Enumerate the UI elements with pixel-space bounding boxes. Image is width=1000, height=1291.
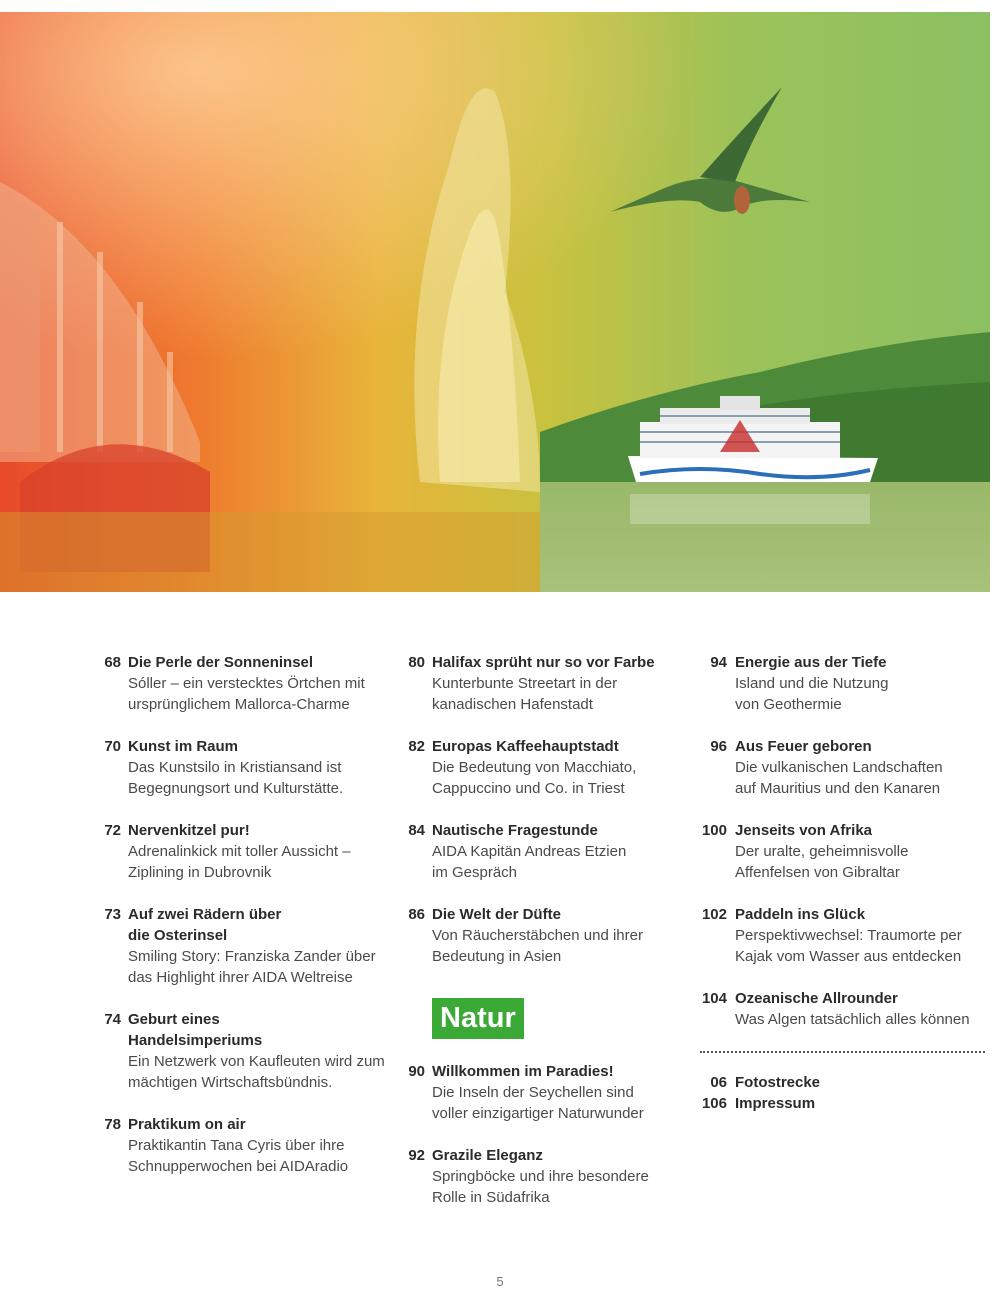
- page-number: 100: [701, 822, 727, 839]
- entry-title: Paddeln ins Glück: [735, 906, 866, 923]
- page-number: 92: [408, 1147, 425, 1164]
- dotted-divider: [700, 1051, 985, 1053]
- toc-entry[interactable]: [700, 904, 990, 967]
- toc-entry[interactable]: [93, 904, 393, 988]
- page-number: 96: [710, 738, 727, 755]
- entry-description: Sóller – ein verstecktes Örtchen mit ursprünglichem Mallorca-Charme: [128, 675, 365, 713]
- entry-description: Die vulkanischen Landschaften auf Mauritius und den Kanaren: [735, 759, 943, 797]
- entry-title: Praktikum on air: [128, 1116, 246, 1133]
- entry-description: Der uralte, geheimnisvolle Affenfelsen von Gibraltar: [735, 843, 909, 881]
- page-number: 74: [104, 1011, 121, 1028]
- entry-description: Von Räucherstäbchen und ihrer Bedeutung in Asien: [432, 927, 643, 965]
- toc-entry[interactable]: [397, 904, 697, 967]
- entry-title: Halifax sprüht nur so vor Farbe: [432, 654, 655, 671]
- entry-title: Willkommen im Paradies!: [432, 1063, 614, 1080]
- entry-title: Grazile Eleganz: [432, 1147, 543, 1164]
- page-number: 104: [701, 990, 727, 1007]
- page-number: 90: [408, 1063, 425, 1080]
- toc-entry[interactable]: [700, 988, 990, 1030]
- entry-title: Nervenkitzel pur!: [128, 822, 250, 839]
- entry-title: Kunst im Raum: [128, 738, 239, 755]
- entry-description: Smiling Story: Franziska Zander über das Highlight ihrer AIDA Weltreise: [128, 948, 376, 986]
- entry-description: Das Kunstsilo in Kristiansand ist Begegnungsort und Kulturstätte.: [128, 759, 344, 797]
- page-number: 78: [104, 1116, 121, 1133]
- page-number: 72: [104, 822, 121, 839]
- entry-title: Die Welt der Düfte: [432, 906, 561, 923]
- entry-title: Auf zwei Rädern über die Osterinsel: [128, 906, 282, 944]
- entry-title: Die Perle der Sonneninsel: [128, 654, 314, 671]
- entry-title: Jenseits von Afrika: [735, 822, 872, 839]
- page-number: 06: [710, 1074, 727, 1091]
- entry-title: Fotostrecke: [735, 1074, 821, 1091]
- toc-entry[interactable]: [397, 736, 697, 799]
- page-number: 70: [104, 738, 121, 755]
- toc-entry[interactable]: [93, 652, 393, 715]
- page-number: 106: [701, 1095, 727, 1112]
- toc-entry[interactable]: [700, 1093, 990, 1114]
- entry-description: Die Inseln der Seychellen sind voller einzigartiger Naturwunder: [432, 1084, 644, 1122]
- toc-entry[interactable]: [700, 1072, 990, 1093]
- page-number: 80: [408, 654, 425, 671]
- toc-entry[interactable]: [93, 736, 393, 799]
- entry-description: Die Bedeutung von Macchiato, Cappuccino und Co. in Triest: [432, 759, 637, 797]
- toc-entry[interactable]: [700, 652, 990, 715]
- page-number: 73: [104, 906, 121, 923]
- entry-description: Praktikantin Tana Cyris über ihre Schnupperwochen bei AIDAradio: [128, 1137, 349, 1175]
- page-number: 86: [408, 906, 425, 923]
- entry-description: Kunterbunte Streetart in der kanadischen Hafenstadt: [432, 675, 618, 713]
- page-number: 82: [408, 738, 425, 755]
- entry-description: Ein Netzwerk von Kaufleuten wird zum mächtigen Wirtschaftsbündnis.: [128, 1053, 385, 1091]
- toc-entry[interactable]: [397, 652, 697, 715]
- entry-description: Was Algen tatsächlich alles können: [735, 1011, 970, 1028]
- toc-entry[interactable]: [93, 1114, 393, 1177]
- entry-title: Geburt eines Handelsimperiums: [128, 1011, 263, 1049]
- entry-description: Springböcke und ihre besondere Rolle in Südafrika: [432, 1168, 649, 1206]
- entry-title: Impressum: [735, 1095, 816, 1112]
- toc-entry[interactable]: [700, 820, 990, 883]
- page-number: 94: [710, 654, 727, 671]
- entry-description: Island und die Nutzung von Geothermie: [735, 675, 889, 713]
- toc-entry[interactable]: [700, 736, 990, 799]
- section-label-natur: Natur: [432, 998, 524, 1039]
- toc-entry[interactable]: [93, 1009, 393, 1093]
- hero-collage-image: [0, 12, 990, 592]
- toc-entry[interactable]: [397, 1145, 697, 1208]
- entry-description: Perspektivwechsel: Traumorte per Kajak vom Wasser aus entdecken: [735, 927, 962, 965]
- entry-title: Energie aus der Tiefe: [735, 654, 887, 671]
- entry-title: Ozeanische Allrounder: [735, 990, 898, 1007]
- page-number: 84: [408, 822, 425, 839]
- entry-title: Nautische Fragestunde: [432, 822, 598, 839]
- toc-entry[interactable]: [397, 1061, 697, 1124]
- page-number: 68: [104, 654, 121, 671]
- entry-description: Adrenalinkick mit toller Aussicht – Ziplining in Dubrovnik: [128, 843, 351, 881]
- page-folio: 5: [496, 1274, 504, 1289]
- toc-column-3: [700, 652, 990, 1114]
- toc-entry[interactable]: [93, 820, 393, 883]
- toc-column-1: [93, 652, 393, 1198]
- entry-title: Aus Feuer geboren: [735, 738, 872, 755]
- entry-description: AIDA Kapitän Andreas Etzien im Gespräch: [432, 843, 627, 881]
- toc-column-2: [397, 652, 697, 1229]
- page-number: 102: [701, 906, 727, 923]
- toc-entry[interactable]: [397, 820, 697, 883]
- entry-title: Europas Kaffeehauptstadt: [432, 738, 619, 755]
